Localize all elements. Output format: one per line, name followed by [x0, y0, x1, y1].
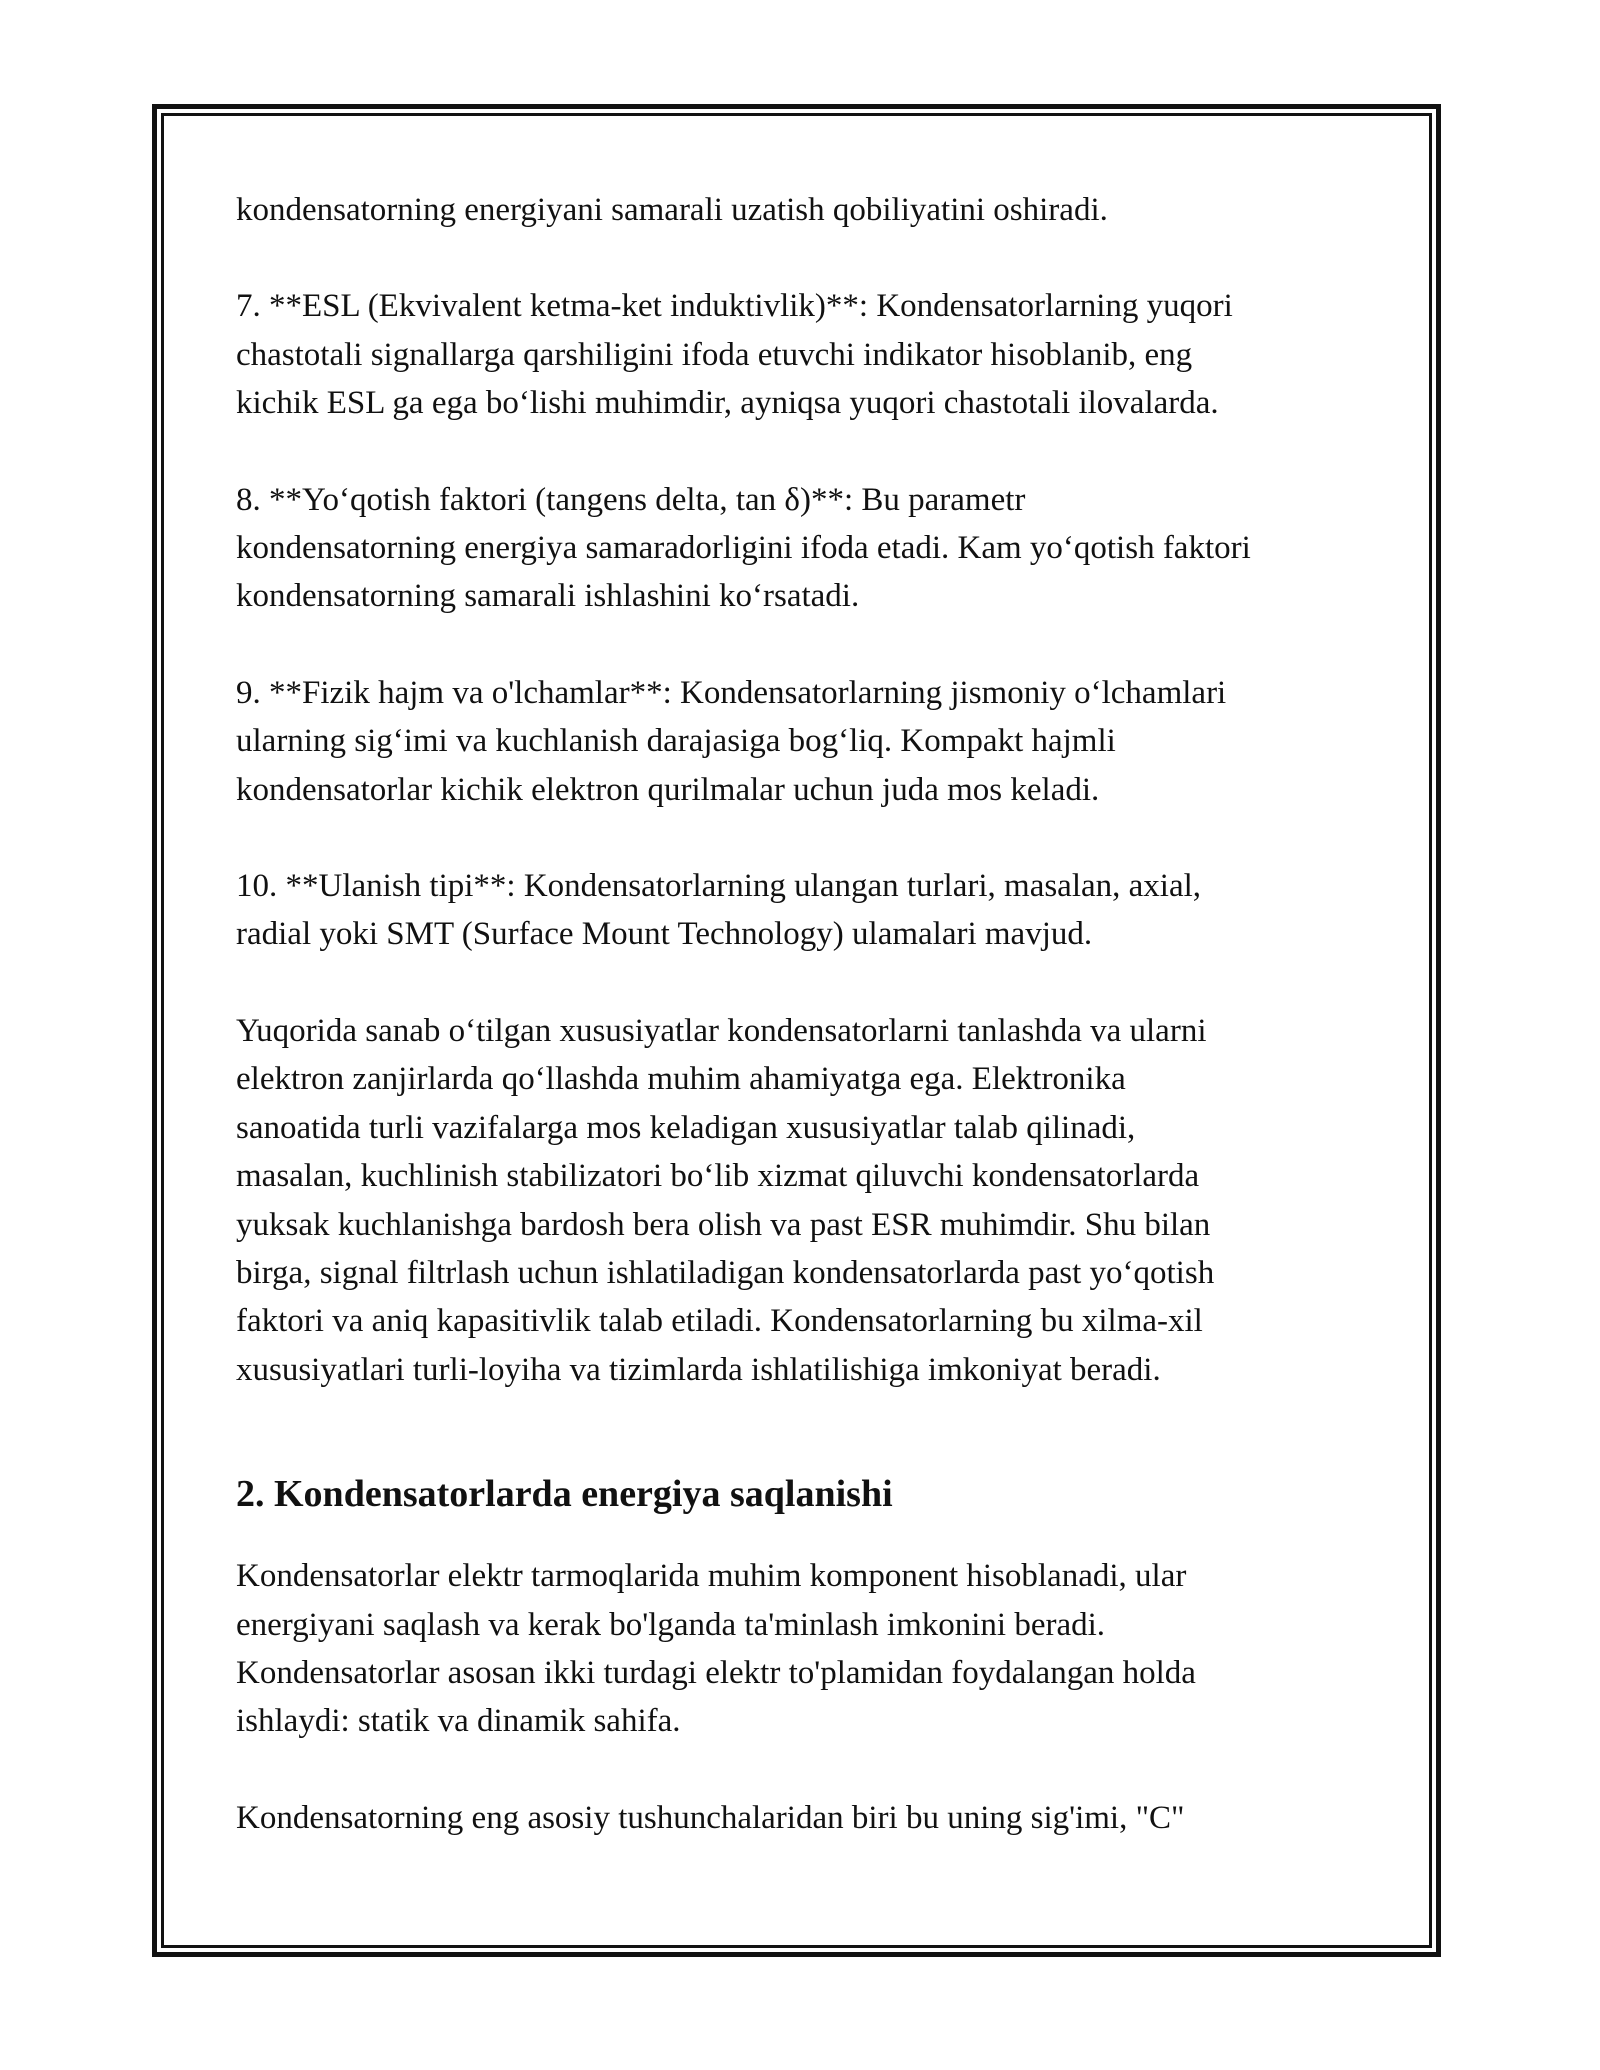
- section-heading: 2. Kondensatorlarda energiya saqlanishi: [236, 1473, 893, 1516]
- paragraph-item-10-connection: 10. **Ulanish tipi**: Kondensatorlarning ulangan turlari, masalan, axial, radial yoki SMT (Surface Mount Technology) ulamalari mavjud.: [236, 868, 1202, 953]
- paragraph-summary: Yuqorida sanab o‘tilgan xususiyatlar kondensatorlarni tanlashda va ularni elektron zanjirlarda qo‘llashda muhim ahamiyatga ega. Elektronika sanoatida turli vazifalarga mos keladigan xususiyatlar talab qilinadi, masalan, kuchlinish stabilizatori bo‘lib xizmat qiluvchi kondensatorlarda yuksak kuchlanishga bardosh bera olish va past ESR muhimdir. Shu bilan birga, signal filtrlash uchun ishlatiladigan kondensatorlarda past yo‘qotish faktori va aniq kapasitivlik talab etiladi. Kondensatorlarning bu xilma-xil xususiyatlari turli-loyiha va tizimlarda ishlatilishiga imkoniyat beradi.: [236, 1012, 1215, 1388]
- paragraph-item-9-size: 9. **Fizik hajm va o'lchamlar**: Kondensatorlarning jismoniy o‘lchamlari ularning sig‘imi va kuchlanish darajasiga bog‘liq. Kompakt hajmli kondensatorlar kichik elektron qurilmalar uchun juda mos keladi.: [236, 674, 1227, 808]
- section-paragraph-2: Kondensatorning eng asosiy tushunchalaridan biri bu uning sig'imi, "C": [236, 1799, 1185, 1836]
- paragraph-item-7-esl: 7. **ESL (Ekvivalent ketma-ket induktivlik)**: Kondensatorlarning yuqori chastotali signallarga qarshiligini ifoda etuvchi indikator hisoblanib, eng kichik ESL ga ega bo‘lishi muhimdir, ayniqsa yuqori chastotali ilovalarda.: [236, 288, 1233, 422]
- paragraph-continuation: kondensatorning energiyani samarali uzatish qobiliyatini oshiradi.: [236, 192, 1108, 228]
- paragraph-item-8-loss-factor: 8. **Yo‘qotish faktori (tangens delta, tan δ)**: Bu parametr kondensatorning energiya samaradorligini ifoda etadi. Kam yo‘qotish faktori kondensatorning samarali ishlashini ko‘rsatadi.: [236, 481, 1251, 615]
- section-paragraph-1: Kondensatorlar elektr tarmoqlarida muhim komponent hisoblanadi, ular energiyani saqlash va kerak bo'lganda ta'minlash imkonini beradi. Kondensatorlar asosan ikki turdagi elektr to'plamidan foydalangan holda ishlaydi: statik va dinamik sahifa.: [236, 1558, 1196, 1740]
- page-content: [236, 186, 1376, 1842]
